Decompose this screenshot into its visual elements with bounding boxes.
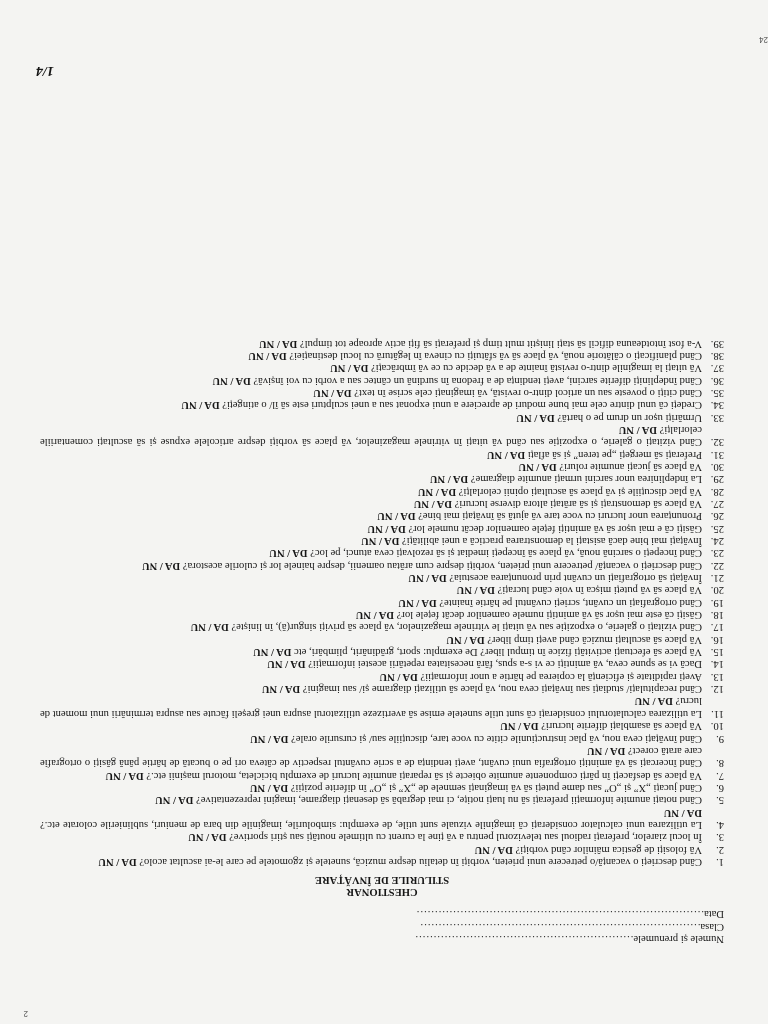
question-item <box>40 336 724 348</box>
question-item <box>40 460 724 472</box>
corner-mark-top-right: 2 <box>23 1009 28 1018</box>
question-number: 14. <box>710 658 724 670</box>
question-item <box>40 509 724 521</box>
question-number: 4. <box>716 818 724 830</box>
question-text: Când învățați ceva nou, vă plac instrucțiunile citite cu voce tare, discuțiile sau/ și cursurile orale? <box>291 732 702 744</box>
question-item <box>40 793 724 805</box>
answer-choice[interactable]: DA / NU <box>413 498 452 509</box>
question-number: 3. <box>716 831 724 843</box>
question-text: Vă place să demonstrați și să arătați altora diverse lucruri? <box>454 498 702 509</box>
answer-choice[interactable]: DA / NU <box>446 633 485 645</box>
answer-choice[interactable]: DA / NU <box>663 806 702 818</box>
question-text: Dacă vi se spune ceva, vă amintiți ce vi s-a spus, fără necesitatea repetării acestei informații? <box>308 658 702 670</box>
question-text: Vă plac discuțiile și vă place să ascultați opinii celorlalți? <box>458 485 702 497</box>
question-text: Preferați să mergeți „pe teren” și să aflați <box>527 448 702 460</box>
question-item <box>40 373 724 385</box>
question-item <box>40 484 724 496</box>
question-number: 32. <box>710 436 724 448</box>
answer-choice[interactable]: DA / NU <box>355 609 394 621</box>
question-number: 18. <box>710 609 724 621</box>
question-number: 22. <box>710 559 724 571</box>
question-number: 11. <box>711 707 724 719</box>
question-number: 35. <box>710 386 724 398</box>
question-number: 28. <box>710 485 724 497</box>
answer-choice[interactable]: DA / NU <box>155 794 194 806</box>
answer-choice[interactable]: DA / NU <box>313 386 352 398</box>
question-item <box>40 595 724 607</box>
question-number: 17. <box>710 621 724 633</box>
question-number: 25. <box>710 522 724 534</box>
question-number: 12. <box>710 683 724 695</box>
question-text: Când planificați o călătorie nouă, vă place să vă sfătuiți cu cineva în legătură cu locul destinației? <box>289 349 702 361</box>
question-number: 8. <box>716 757 724 769</box>
question-number: 21. <box>710 572 724 584</box>
question-item <box>40 447 724 459</box>
question-text: Când începeți o sarcină nouă, vă place să începeți imediat și să rezolvați ceva atunci, pe loc? <box>310 547 702 559</box>
answer-choice[interactable]: DA / NU <box>253 646 292 658</box>
question-item <box>40 472 724 484</box>
question-item <box>40 669 724 681</box>
question-item <box>40 558 724 570</box>
question-item <box>40 534 724 546</box>
question-number: 10. <box>710 720 724 732</box>
question-text: Credeți că unul dintre cele mai bune moduri de apreciere a unui exponat sau a unei sculpturi este să îl/ o atingeți? <box>222 399 702 411</box>
question-item <box>40 768 724 780</box>
question-item <box>40 719 724 731</box>
question-item <box>40 842 724 854</box>
answer-choice[interactable]: DA / NU <box>267 658 306 670</box>
answer-choice[interactable]: DA / NU <box>250 732 289 744</box>
question-item <box>40 632 724 644</box>
question-text: Pronunțarea unor lucruri cu voce tare vă ajută să învățați mai bine? <box>418 510 702 522</box>
class-dots: ............................................................................. <box>419 920 701 932</box>
title-line-2: STILURILE DE ÎNVĂȚARE <box>314 873 450 885</box>
class-label: Clasa <box>700 920 724 932</box>
question-text: Când îndepliniți diferite sarcini, aveți tendința de a fredona în surdină un cântec sau a vorbi cu voi înșivă? <box>253 374 702 386</box>
document-body <box>40 336 724 944</box>
question-text: Găsiți că e mai ușor să vă amintiți fețele oamenilor decât numele lor? <box>408 522 702 534</box>
question-number: 15. <box>710 646 724 658</box>
question-text: Învățați mai bine dacă asistați la demonstrarea practică a unei abilități? <box>401 535 702 547</box>
question-text: La utilizarea calculatorului considerați că sunt utile sunetele emise să avertizeze utilizatorul asupra unei greșeli făcute sau asupra terminării unui moment de lucru? <box>40 695 702 719</box>
question-number: 26. <box>710 510 724 522</box>
answer-choice[interactable]: DA / NU <box>474 843 513 855</box>
question-number: 5. <box>716 794 724 806</box>
answer-choice[interactable]: DA / NU <box>486 448 526 460</box>
question-text: Când descrieți o vacanță/o petrecere unui prieten, vorbiți în detaliu despre muzică, sunetele și zgomotele pe care le-ai ascultat acolo? <box>139 855 702 867</box>
question-item <box>40 830 724 842</box>
question-number: 24. <box>710 535 724 547</box>
question-text: Vă uitați la imaginile dintr-o revistă înainte de a vă decide cu ce vă îmbrăcați? <box>371 362 702 374</box>
question-item <box>40 386 724 398</box>
answer-choice[interactable]: DA / NU <box>377 510 416 522</box>
question-item <box>40 781 724 793</box>
question-number: 39. <box>710 337 724 349</box>
answer-choice[interactable]: DA / NU <box>586 744 626 756</box>
question-number: 1. <box>716 855 724 867</box>
answer-choice[interactable]: DA / NU <box>379 670 418 682</box>
question-number: 37. <box>710 362 724 374</box>
question-text: Vă folosiți de gestica mâinilor când vorbiți? <box>515 843 702 855</box>
answer-choice[interactable]: DA / NU <box>417 485 457 497</box>
answer-choice[interactable]: DA / NU <box>367 522 406 534</box>
answer-choice[interactable]: DA / NU <box>261 683 301 695</box>
question-item <box>40 657 724 669</box>
answer-choice[interactable]: DA / NU <box>141 559 181 571</box>
question-number: 9. <box>716 732 724 744</box>
question-item <box>40 521 724 533</box>
question-item <box>40 608 724 620</box>
answer-choice[interactable]: DA / NU <box>249 781 289 793</box>
question-number: 13. <box>710 670 724 682</box>
question-text: Învățați să ortografiați un cuvânt prin pronunțarea acestuia? <box>449 572 702 584</box>
answer-choice[interactable]: DA / NU <box>408 572 447 584</box>
question-text: Când recapitulați/ studiați sau învățați ceva nou, vă place să utilizați diagrame și/ sau imagini? <box>302 683 702 695</box>
question-number: 30. <box>710 460 724 472</box>
question-item <box>40 731 724 743</box>
question-text: Când vizitați o galerie, o expoziție sau vă uitați le vitrinele magazinelor, vă place să priviți singur(ă), în liniște? <box>231 621 702 633</box>
question-item <box>40 398 724 410</box>
question-number: 7. <box>716 769 724 781</box>
answer-choice[interactable]: DA / NU <box>429 473 469 485</box>
question-number: 16. <box>710 633 724 645</box>
answer-choice[interactable]: DA / NU <box>258 337 298 349</box>
answer-choice[interactable]: DA / NU <box>398 596 437 608</box>
answer-choice[interactable]: DA / NU <box>269 547 308 559</box>
question-text: Vă place să asamblați diferite lucruri? <box>541 720 702 732</box>
question-text: Vă place să vă puteți mișca în voie când lucrați? <box>497 584 702 596</box>
date-label: Data <box>704 908 724 920</box>
answer-choice[interactable]: DA / NU <box>248 349 287 361</box>
question-number: 19. <box>710 596 724 608</box>
question-text: În locul ziarelor, preferați radioul sau televizorul pentru a vă ține la curent cu ultimele noutăți sau știri sportive? <box>229 831 702 843</box>
answer-choice[interactable]: DA / NU <box>98 855 137 867</box>
name-dots: ............................................................ <box>414 933 634 944</box>
question-item <box>40 855 724 867</box>
answer-choice[interactable]: DA / NU <box>456 584 495 596</box>
question-item <box>40 744 724 769</box>
question-text: Când citiți o poveste sau un articol dintr-o revistă, vă imaginați cele scrise în text? <box>354 386 702 398</box>
question-text: Vă place să efectuați activități fizice în timpul liber? De exemplu: sport, grădinărit, plimbări, etc <box>294 646 702 658</box>
answer-choice[interactable]: DA / NU <box>105 769 144 781</box>
questionnaire-title <box>40 873 724 897</box>
question-number: 29. <box>710 473 724 485</box>
question-number: 33. <box>710 411 724 423</box>
question-item <box>40 410 724 422</box>
question-item <box>40 645 724 657</box>
answer-choice[interactable]: DA / NU <box>618 423 657 435</box>
question-item <box>40 546 724 558</box>
question-item <box>40 497 724 509</box>
question-text: Urmăriți ușor un drum pe o hartă? <box>557 411 702 423</box>
question-item <box>40 694 724 719</box>
answer-choice[interactable]: DA / NU <box>188 831 227 843</box>
answer-choice[interactable]: DA / NU <box>361 535 400 547</box>
question-item <box>40 682 724 694</box>
question-text: Vă place să ascultați muzică când aveți timp liber? <box>487 633 702 645</box>
question-number: 27. <box>710 498 724 509</box>
question-text: V-a fost întotdeauna dificil să stați liniștit mult timp și preferați să fiți activ aproape tot timpul? <box>299 337 702 349</box>
question-item <box>40 620 724 632</box>
answer-choice[interactable]: DA / NU <box>190 621 229 633</box>
page-number: 1/4 <box>36 63 54 78</box>
question-number: 2. <box>716 843 724 855</box>
question-item <box>40 349 724 361</box>
question-number: 23. <box>710 547 724 559</box>
question-text: Vă place să jucați anumite roluri? <box>559 460 702 472</box>
question-text: La utilizarea unui calculator considerați că imaginile vizuale sunt utile, de exemplu: simbolurile, imaginile din bara de meniuri, sublinierile colorate etc.? <box>40 818 702 830</box>
question-text: Când descrieți o vacanță/ petrecere unui prieten, vorbiți despre cum arătau oamenii, despre hainele lor și culorile acestora? <box>182 559 702 571</box>
corner-mark-bottom-left: 24 <box>759 35 768 44</box>
question-text: Când vizitați o galerie, o expoziție sau când vă uitați în vitrinele magazinelor, vă place să vorbiți despre articolele expuse și să ascultați comentariile celorlalți? <box>40 423 702 448</box>
name-label: Numele și prenumele <box>633 933 724 944</box>
class-field <box>40 919 724 931</box>
date-field <box>40 907 724 919</box>
question-item <box>40 571 724 583</box>
answer-choice[interactable]: DA / NU <box>516 411 555 423</box>
question-text: Când jucați „X” și „O” sau dame puteți să vă imaginați semnele de „X” și „O” în diferite poziții? <box>290 781 702 793</box>
question-number: 6. <box>716 781 724 793</box>
answer-choice[interactable]: DA / NU <box>181 399 220 411</box>
answer-choice[interactable]: DA / NU <box>634 695 673 707</box>
answer-choice[interactable]: DA / NU <box>500 720 539 732</box>
question-text: Găsiți că este mai ușor să vă amintiți numele oamenilor decât fețele lor? <box>396 609 702 621</box>
question-text: Când notați anumite informații preferați să nu luați notițe, ci mai degrabă să desenați diagrame, imagini reprezentative? <box>196 794 702 806</box>
question-text: La îndeplinirea unor sarcini urmați anumite diagrame? <box>470 473 702 485</box>
date-dots: ............................................................................... <box>415 908 704 920</box>
question-item <box>40 423 724 448</box>
question-number: 34. <box>710 399 724 411</box>
question-text: Când ortografiați un cuvânt, scrieți cuvântul pe hârtie înainte? <box>439 596 702 608</box>
question-text: Când încercați să vă amintiți ortografia unui cuvânt, aveți tendința de a scrie cuvântul respectiv de câteva ori pe o bucată de hârtie până găsiți o ortografie care arată corect? <box>40 744 702 769</box>
question-number: 31. <box>710 448 724 460</box>
question-number: 20. <box>710 584 724 596</box>
question-list <box>40 336 724 867</box>
answer-choice[interactable]: DA / NU <box>518 460 557 472</box>
question-text: Vă place să desfaceți în părți componente anumite obiecte și să reparați anumite lucruri de exemplu bicicleta, motorul mașinii etc.? <box>146 769 702 781</box>
answer-choice[interactable]: DA / NU <box>212 374 251 386</box>
question-item <box>40 805 724 830</box>
name-field <box>40 932 724 944</box>
question-item <box>40 361 724 373</box>
question-number: 36. <box>710 374 724 386</box>
question-text: Aveți rapiditate și eficiență la copierea pe hârtie a unor informații? <box>420 670 702 682</box>
answer-choice[interactable]: DA / NU <box>330 362 369 374</box>
question-number: 38. <box>710 349 724 361</box>
question-item <box>40 583 724 595</box>
title-line-1: CHESTIONAR <box>346 885 418 897</box>
